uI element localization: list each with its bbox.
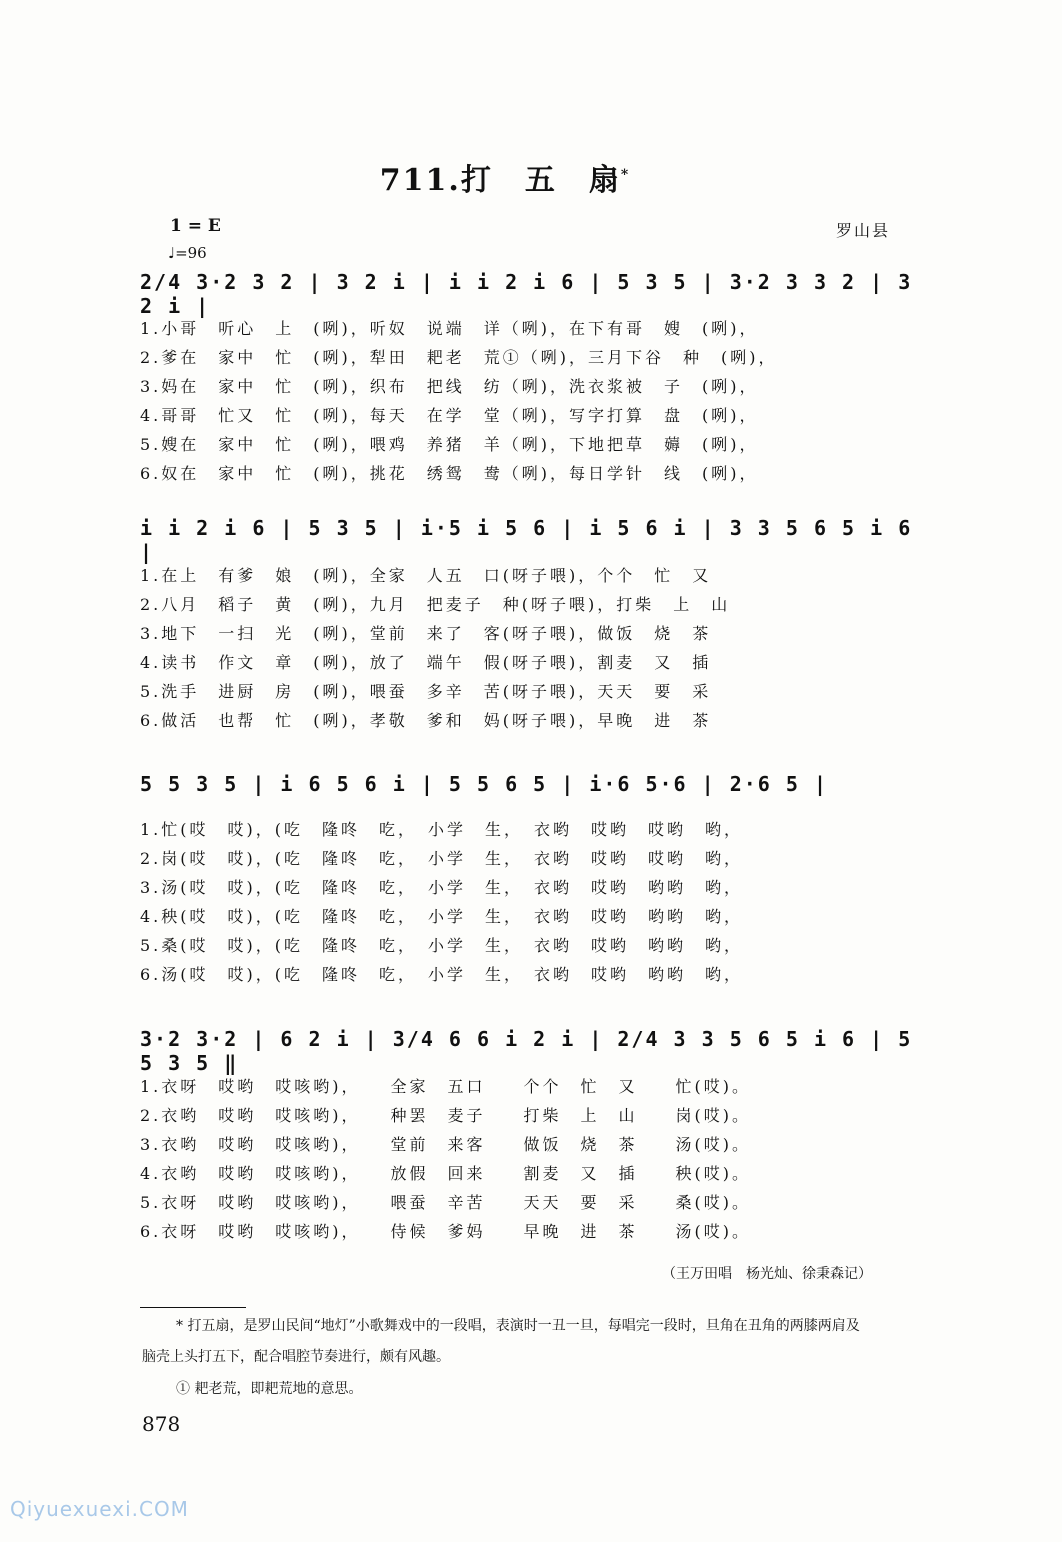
song-origin: 罗山县 [836, 221, 891, 240]
page-title: 711.打 五 扇* [379, 163, 631, 198]
title-footnote-mark: * [620, 167, 631, 183]
performer-credit: （王万田唱 杨光灿、徐秉森记） [662, 1266, 872, 1282]
lyric-line: 3.地下 一扫 光 (咧)，堂前 来了 客(呀子喂)，做饭 烧 茶 [140, 624, 712, 643]
footnote-main-continued: 脑壳上头打五下，配合唱腔节奏进行，颇有风趣。 [142, 1349, 450, 1365]
lyrics-block-1 [140, 314, 940, 488]
lyric-line: 3.衣哟 哎哟 哎咳哟)， 堂前 来客 做饭 烧 茶 汤(哎)。 [140, 1135, 751, 1154]
key-signature: 1 = E [170, 216, 221, 236]
lyric-line: 6.做活 也帮 忙 (咧)，孝敬 爹和 妈(呀子喂)，早晚 进 茶 [140, 711, 712, 730]
lyric-line: 2.岗(哎 哎)，(吃 隆咚 吃， 小学 生， 衣哟 哎哟 哎哟 哟， [140, 849, 743, 868]
lyric-line: 6.衣呀 哎哟 哎咳哟)， 侍候 爹妈 早晚 进 茶 汤(哎)。 [140, 1222, 751, 1241]
lyric-line: 5.洗手 进厨 房 (咧)，喂蚕 多辛 苦(呀子喂)，天天 要 采 [140, 682, 712, 701]
notation-line-2: i i 2 i 6 | 5 3 5 | i·5 i 5 6 | i 5 6 i | 3 3 5 6 5 i 6 | [140, 516, 913, 564]
lyric-line: 3.汤(哎 哎)，(吃 隆咚 吃， 小学 生， 衣哟 哎哟 哟哟 哟， [140, 878, 743, 897]
lyric-line: 3.妈在 家中 忙 (咧)，织布 把线 纺（咧)，洗衣浆被 子 (咧)， [140, 377, 759, 396]
tempo-marking: ♩=96 [168, 244, 207, 262]
notation-line-1: 2/4 3·2 3 2 | 3 2 i | i i 2 i 6 | 5 3 5 | 3·2 3 3 2 | 3 2 i | [140, 270, 913, 318]
lyric-line: 1.小哥 听心 上 (咧)，听奴 说端 详（咧)，在下有哥 嫂 (咧)， [140, 319, 759, 338]
lyrics-block-3 [140, 815, 940, 989]
lyric-line: 4.衣哟 哎哟 哎咳哟)， 放假 回来 割麦 又 插 秧(哎)。 [140, 1164, 751, 1183]
site-watermark: Qiyuexuexi.COM [10, 1497, 189, 1521]
lyric-line: 5.衣呀 哎哟 哎咳哟)， 喂蚕 辛苦 天天 要 采 桑(哎)。 [140, 1193, 751, 1212]
lyric-line: 1.在上 有爹 娘 (咧)，全家 人五 口(呀子喂)，个个 忙 又 [140, 566, 712, 585]
page-number: 878 [142, 1412, 181, 1436]
footnote-main: * 打五扇，是罗山民间“地灯”小歌舞戏中的一段唱，表演时一丑一旦，每唱完一段时，旦角在丑角的两膝两肩及 [176, 1318, 860, 1334]
lyric-line: 6.奴在 家中 忙 (咧)，挑花 绣鸳 鸯（咧)，每日学针 线 (咧)， [140, 464, 759, 483]
footnote-divider [140, 1307, 246, 1308]
notation-line-4: 3·2 3·2 | 6 2 i | 3/4 6 6 i 2 i | 2/4 3 3 5 6 5 i 6 | 5 5 3 5 ‖ [140, 1027, 913, 1075]
lyric-line: 5.桑(哎 哎)，(吃 隆咚 吃， 小学 生， 衣哟 哎哟 哟哟 哟， [140, 936, 743, 955]
lyric-line: 5.嫂在 家中 忙 (咧)，喂鸡 养猪 羊（咧)，下地把草 薅 (咧)， [140, 435, 759, 454]
notation-line-3: 5 5 3 5 | i 6 5 6 i | 5 5 6 5 | i·6 5·6 | 2·6 5 | [140, 772, 829, 796]
lyric-line: 1.忙(哎 哎)，(吃 隆咚 吃， 小学 生， 衣哟 哎哟 哎哟 哟， [140, 820, 743, 839]
lyric-line: 2.衣哟 哎哟 哎咳哟)， 种罢 麦子 打柴 上 山 岗(哎)。 [140, 1106, 751, 1125]
lyric-line: 1.衣呀 哎哟 哎咳哟)， 全家 五口 个个 忙 又 忙(哎)。 [140, 1077, 751, 1096]
lyrics-block-2 [140, 561, 940, 735]
lyric-line: 4.秧(哎 哎)，(吃 隆咚 吃， 小学 生， 衣哟 哎哟 哟哟 哟， [140, 907, 743, 926]
footnote-1: ① 耙老荒，即耙荒地的意思。 [176, 1381, 363, 1397]
lyric-line: 2.八月 稻子 黄 (咧)，九月 把麦子 种(呀子喂)，打柴 上 山 [140, 595, 731, 614]
lyric-line: 6.汤(哎 哎)，(吃 隆咚 吃， 小学 生， 衣哟 哎哟 哟哟 哟， [140, 965, 743, 984]
lyric-line: 2.爹在 家中 忙 (咧)，犁田 耙老 荒①（咧)，三月下谷 种 (咧)， [140, 348, 778, 367]
lyric-line: 4.读书 作文 章 (咧)，放了 端午 假(呀子喂)，割麦 又 插 [140, 653, 712, 672]
lyric-line: 4.哥哥 忙又 忙 (咧)，每天 在学 堂（咧)，写字打算 盘 (咧)， [140, 406, 759, 425]
lyrics-block-4 [140, 1072, 940, 1246]
